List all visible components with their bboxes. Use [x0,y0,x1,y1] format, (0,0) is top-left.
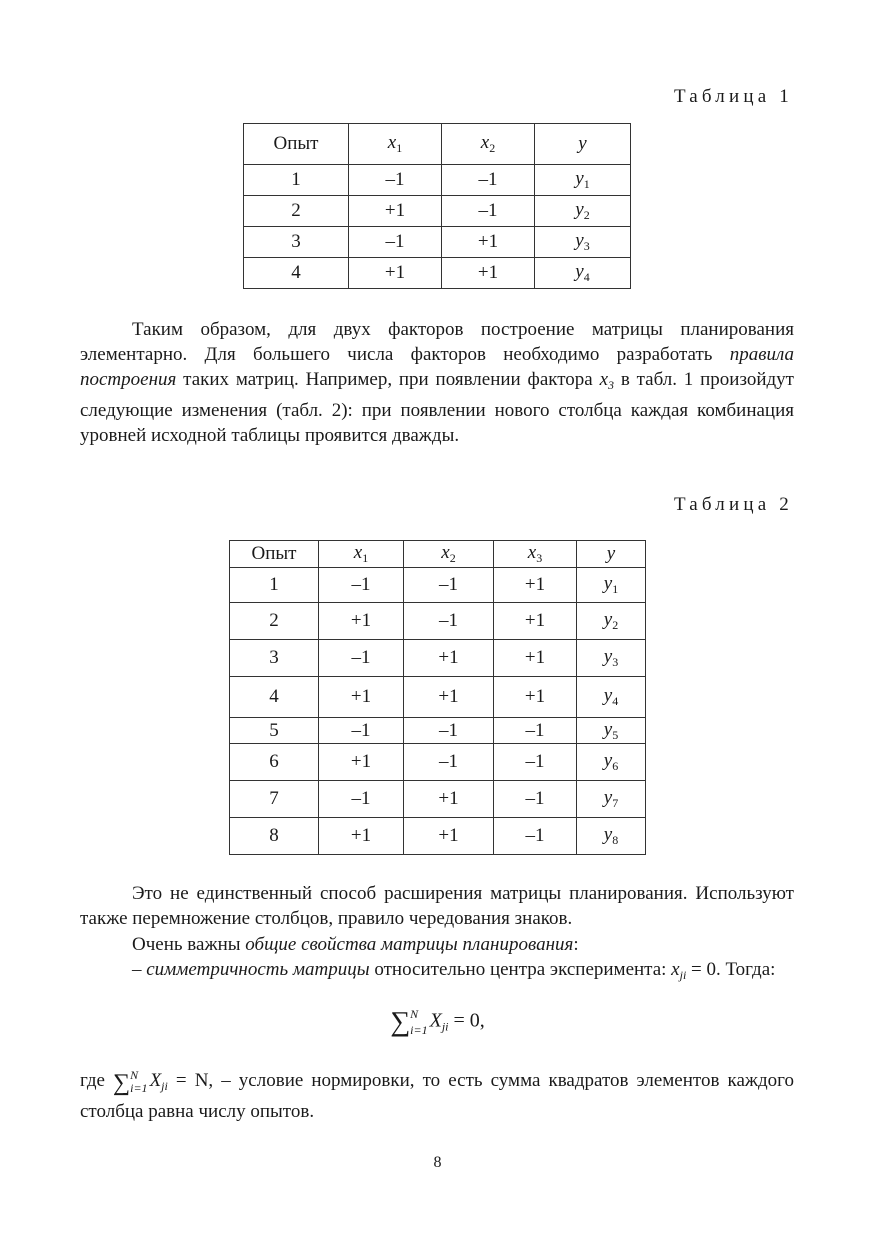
table2 [229,540,646,855]
header-cell: Опыт [244,124,349,165]
paragraph-4: – симметричность матрицы относительно центра эксперимента: $x_{ji} = 0$. Тогда: [132,959,776,982]
table-cell: –1 [319,718,404,744]
table-cell: –1 [494,744,577,781]
table-cell: –1 [404,718,494,744]
table-row [230,568,646,603]
table-cell: +1 [404,818,494,855]
table-cell: 2 [230,603,319,640]
table-row [230,603,646,640]
table-cell: –1 [494,718,577,744]
table-header-row [230,541,646,568]
table-cell: $y_1$ [577,568,646,603]
table-cell: –1 [319,640,404,677]
sigma-symbol: ∑ [390,1006,411,1038]
table-cell: $y_8$ [577,818,646,855]
table-cell: +1 [494,677,577,718]
table-cell: 6 [230,744,319,781]
header-cell: $x_1$ [349,124,442,165]
table-cell: –1 [319,568,404,603]
table-cell: –1 [404,744,494,781]
paragraph-2: Это не единственный способ расширения матрицы планирования. Используют также перемножение столбцов, правило чередования знаков. [80,883,794,929]
table-row [244,196,631,227]
table-cell: +1 [349,258,442,289]
table-row [230,818,646,855]
table-cell: 4 [244,258,349,289]
table-cell: +1 [494,603,577,640]
table-cell: 8 [230,818,319,855]
table2-caption: Таблица 2 [673,494,793,515]
table-cell: 3 [244,227,349,258]
table-cell: –1 [442,165,535,196]
table-cell: +1 [319,677,404,718]
table-cell: +1 [442,227,535,258]
table-header-row [244,124,631,165]
table-cell: +1 [404,640,494,677]
paragraph-5: где ∑N i=1 $X_{ji} = N$, – условие нормировки, то есть сумма квадратов элементов каждого столбца равна числу опытов. [80,1067,794,1122]
table-cell: +1 [404,677,494,718]
table-cell: –1 [349,165,442,196]
sigma-symbol: ∑ [113,1070,131,1096]
table-cell: $y_3$ [577,640,646,677]
formula-symmetry: ∑N i=1 $X_{ji} = 0$, [390,1006,485,1038]
table-cell: +1 [442,258,535,289]
table-cell: –1 [404,603,494,640]
table-cell: $y_2$ [535,196,631,227]
table-row [230,677,646,718]
table-cell: 5 [230,718,319,744]
table-cell: +1 [319,744,404,781]
table-row [244,165,631,196]
table-row [244,258,631,289]
table-cell: +1 [349,196,442,227]
header-cell: Опыт [230,541,319,568]
table-cell: $y_6$ [577,744,646,781]
table-cell: +1 [319,603,404,640]
table-cell: +1 [494,568,577,603]
table-cell: +1 [494,640,577,677]
table-cell: $y_2$ [577,603,646,640]
table-cell: –1 [349,227,442,258]
table-cell: +1 [404,781,494,818]
sum-limits: N i=1 [130,1067,148,1095]
paragraph-1: Таким образом, для двух факторов построение матрицы планирования элементарно. Для большего числа факторов необходимо разработать правила построения таких матриц. Например, при появлении фактора $x_3$ в табл. 1 произойдут следующие изменения (табл. 2): при появлении нового столбца каждая комбинация уровней исходной таблицы проявится дважды. [80,319,794,446]
table-cell: 4 [230,677,319,718]
table-cell: $y_3$ [535,227,631,258]
table-cell: –1 [494,781,577,818]
table-row [230,718,646,744]
table-cell: +1 [319,818,404,855]
table-cell: $y_5$ [577,718,646,744]
header-cell: $x_1$ [319,541,404,568]
table-cell: –1 [442,196,535,227]
table-cell: –1 [404,568,494,603]
table-cell: $y_1$ [535,165,631,196]
table-cell: 1 [244,165,349,196]
table-cell: $y_7$ [577,781,646,818]
table-cell: 1 [230,568,319,603]
paragraph-3: Очень важны общие свойства матрицы планирования: [132,934,579,955]
table-row [230,640,646,677]
header-cell: $x_3$ [494,541,577,568]
table-cell: $y_4$ [577,677,646,718]
table1-caption: Таблица 1 [673,86,793,107]
header-cell: $x_2$ [442,124,535,165]
table-cell: 2 [244,196,349,227]
table-row [230,744,646,781]
table1 [243,123,631,289]
table-cell: –1 [319,781,404,818]
table-cell: –1 [494,818,577,855]
header-cell: y [535,124,631,165]
page-number: 8 [433,1154,442,1171]
table-row [230,781,646,818]
sum-limits: N i=1 [410,1007,428,1037]
table-cell: 3 [230,640,319,677]
header-cell: y [577,541,646,568]
header-cell: $x_2$ [404,541,494,568]
table-row [244,227,631,258]
table-cell: 7 [230,781,319,818]
table-cell: $y_4$ [535,258,631,289]
